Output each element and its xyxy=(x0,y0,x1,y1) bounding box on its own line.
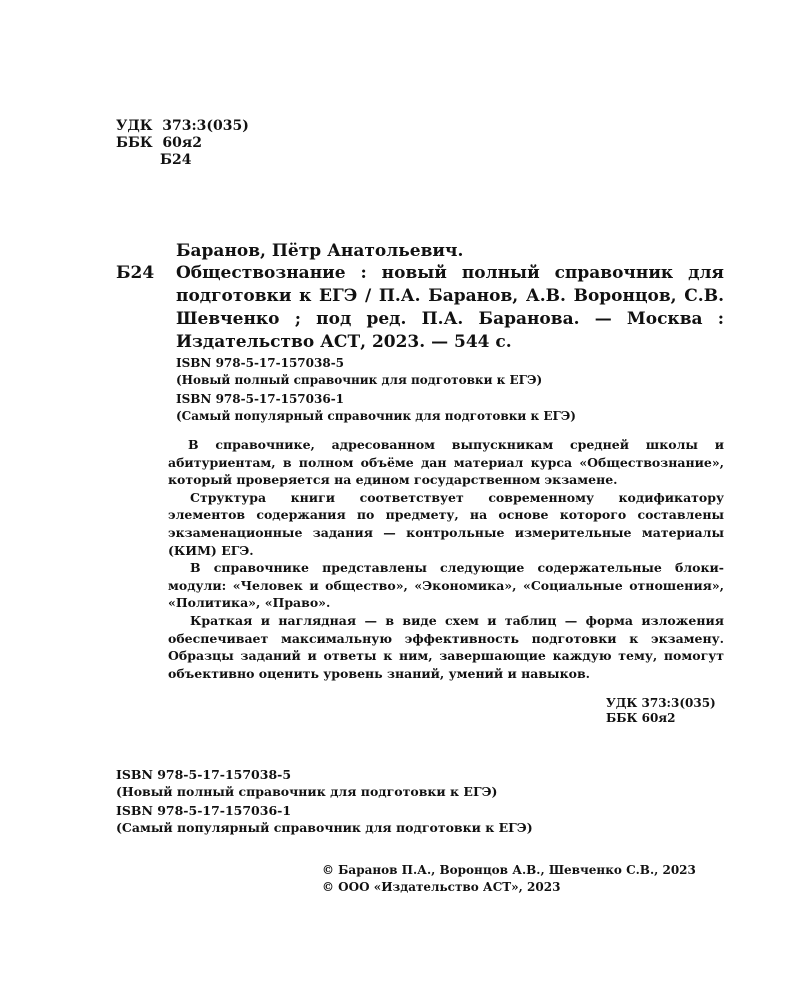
isbn-bottom-entry-2 xyxy=(116,802,533,836)
udk-code: УДК 373:3(035) xyxy=(606,696,716,710)
isbn-entry-1 xyxy=(176,355,542,389)
annotation-paragraph: В справочнике представлены следующие содержательные блоки-модули: «Человек и общество», «Экономика», «Социальные отношения», «Политика», «Право». xyxy=(168,560,724,611)
copyright-publisher: © ООО «Издательство АСТ», 2023 xyxy=(322,880,561,894)
annotation-paragraph: В справочнике, адресованном выпускникам средней школы и абитуриентам, в полном объёме дан материал курса «Обществознание», который проверяется на едином государственном экзамене. xyxy=(168,437,724,488)
classification-block-top xyxy=(116,118,249,169)
author-heading: Баранов, Пётр Анатольевич. xyxy=(176,241,464,261)
isbn-series: (Самый популярный справочник для подготовки к ЕГЭ) xyxy=(116,820,533,835)
isbn-bottom-entry-1 xyxy=(116,766,497,800)
udk-code: УДК 373:3(035) xyxy=(116,118,249,134)
bibliographic-description xyxy=(116,262,724,354)
isbn-number: ISBN 978-5-17-157036-1 xyxy=(116,803,292,818)
copyright-block xyxy=(322,862,696,896)
annotation-paragraph: Структура книги соответствует современному кодификатору элементов содержания по предмету, на основе которого составлены экзаменационные задания — контрольные измерительные материалы (КИМ) ЕГЭ. xyxy=(168,489,724,558)
isbn-series: (Новый полный справочник для подготовки к ЕГЭ) xyxy=(176,373,543,387)
author-mark: Б24 xyxy=(160,152,192,168)
isbn-number: ISBN 978-5-17-157036-1 xyxy=(176,392,345,406)
copyright-authors: © Баранов П.А., Воронцов А.В., Шевченко С.В., 2023 xyxy=(322,863,696,877)
annotation xyxy=(168,436,724,682)
author-mark-inline: Б24 xyxy=(116,263,155,283)
annotation-paragraph: Краткая и наглядная — в виде схем и таблиц — форма изложения обеспечивает максимальную эффективность подготовки к экзамену. Образцы заданий и ответы к ним, завершающие каждую тему, помогут объективно оценить уровень знаний, умений и навыков. xyxy=(168,612,724,681)
bbk-code: ББК 60я2 xyxy=(606,711,676,725)
description-text: Обществознание : новый полный справочник для подготовки к ЕГЭ / П.А. Баранов, А.В. Воронцов, С.В. Шевченко ; под ред. П.А. Баранова. — Москва : Издательство АСТ, 2023. — 544 с. xyxy=(176,263,724,352)
isbn-number: ISBN 978-5-17-157038-5 xyxy=(176,356,345,370)
isbn-series: (Новый полный справочник для подготовки к ЕГЭ) xyxy=(116,784,498,799)
classification-block-right xyxy=(606,696,716,726)
isbn-entry-2 xyxy=(176,391,576,425)
isbn-series: (Самый популярный справочник для подготовки к ЕГЭ) xyxy=(176,409,576,423)
isbn-number: ISBN 978-5-17-157038-5 xyxy=(116,767,292,782)
bbk-code: ББК 60я2 xyxy=(116,135,202,151)
